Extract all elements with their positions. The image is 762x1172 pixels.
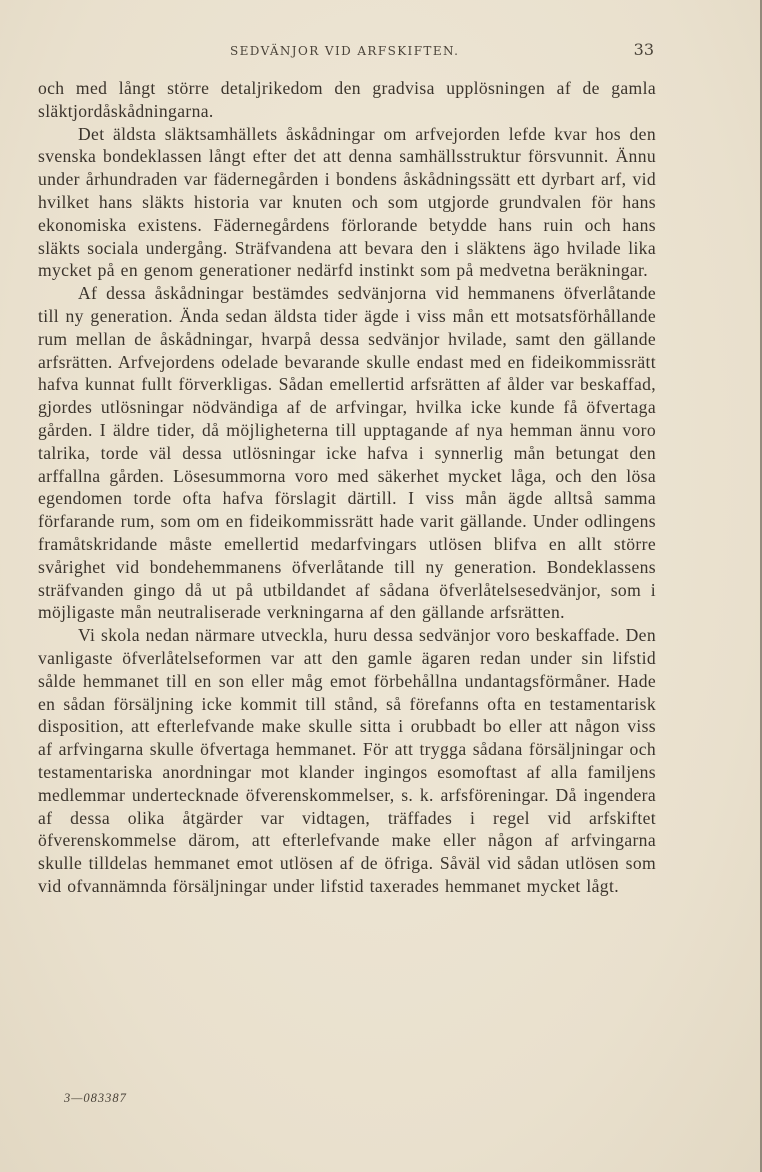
running-head: SEDVÄNJOR VID ARFSKIFTEN. <box>230 44 460 58</box>
page-header <box>34 40 654 62</box>
paragraph-2: Det äldsta släktsamhällets åskådningar om arfvejorden lefde kvar hos den svenska bondeklassen långt efter det att denna samhällsstruktur försvunnit. Ännu under århundraden var fädernegården i bondens åskådningssätt ett dyrbart arf, vid hvilket hans släkts historia var knuten och som utgjorde grundvalen för hans ekonomiska existens. Fädernegårdens förlorande betydde hans ruin och hans släkts sociala undergång. Sträfvandena att bevara den i släktens ägo hvilade lika mycket på en genom generationer nedärfd instinkt som på medvetna beräkningar. <box>38 123 656 281</box>
printer-signature: 3—083387 <box>64 1091 127 1105</box>
paragraph-4: Vi skola nedan närmare utveckla, huru dessa sedvänjor voro beskaffade. Den vanligaste öfverlåtelseformen var att den gamle ägaren redan under sin lifstid sålde hemmanet till en son eller måg emot förbehållna undantagsförmåner. Hade en sådan försäljning icke kommit till stånd, så förefanns ofta en testamentarisk disposition, att efterlefvande make skulle sitta i orubbadt bo eller att någon viss af arfvingarna skulle öfvertaga hemmanet. För att trygga sådana försäljningar och testamentariska anordningar mot klander ingingos esomoftast af alla familjens medlemmar undertecknade öfverenskommelser, s. k. arfsföreningar. Då ingendera af dessa olika åtgärder var vidtagen, träffades i regel vid arfskiftet öfverenskommelse därom, att efterlefvande make eller någon af arfvingarna skulle tilldelas hemmanet emot utlösen af de öfriga. Såväl vid sådan utlösen som vid ofvannämnda försäljningar under lifstid taxerades hemmanet mycket lågt. <box>38 625 656 896</box>
paragraph-1: och med långt större detaljrikedom den gradvisa upplösningen af de gamla släktjordåskådningarna. <box>38 78 656 121</box>
body-text <box>38 77 656 898</box>
paragraph-3: Af dessa åskådningar bestämdes sedvänjorna vid hemmanens öfverlåtande till ny generation. Ända sedan äldsta tider ägde i viss mån ett motsatsförhållande rum mellan de åskådningar, hvarpå dessa sedvänjor hvilade, samt den gällande arfsrätten. Arfvejordens odelade bevarande skulle endast med en fideikommissrätt hafva kunnat fullt förverkligas. Sådan emellertid arfsrätten af ålder var beskaffad, gjordes utlösningar nödvändiga af de arfvingar, hvilka icke kunde få öfvertaga gården. I äldre tider, då möjligheterna till upptagande af nya hemman ännu voro talrika, torde väl dessa utlösningar icke hafva i synnerlig mån betungat den arffallna gården. Lösesummorna voro med säkerhet mycket låga, och den lösa egendomen torde ofta hafva förslagit därtill. I viss mån ägde alltså samma förfarande rum, som om en fideikommissrätt hade varit gällande. Under odlingens framåtskridande måste emellertid medarfvingars utlösen blifva en allt större svårighet vid bondehemmanens öfverlåtande till ny generation. Bondeklassens sträfvanden gingo då ut på utbildandet af sådana öfverlåtelsesedvänjor, som i möjligaste mån neutraliserade verkningarna af den gällande arfsrätten. <box>38 283 656 623</box>
page-number: 33 <box>633 40 654 59</box>
